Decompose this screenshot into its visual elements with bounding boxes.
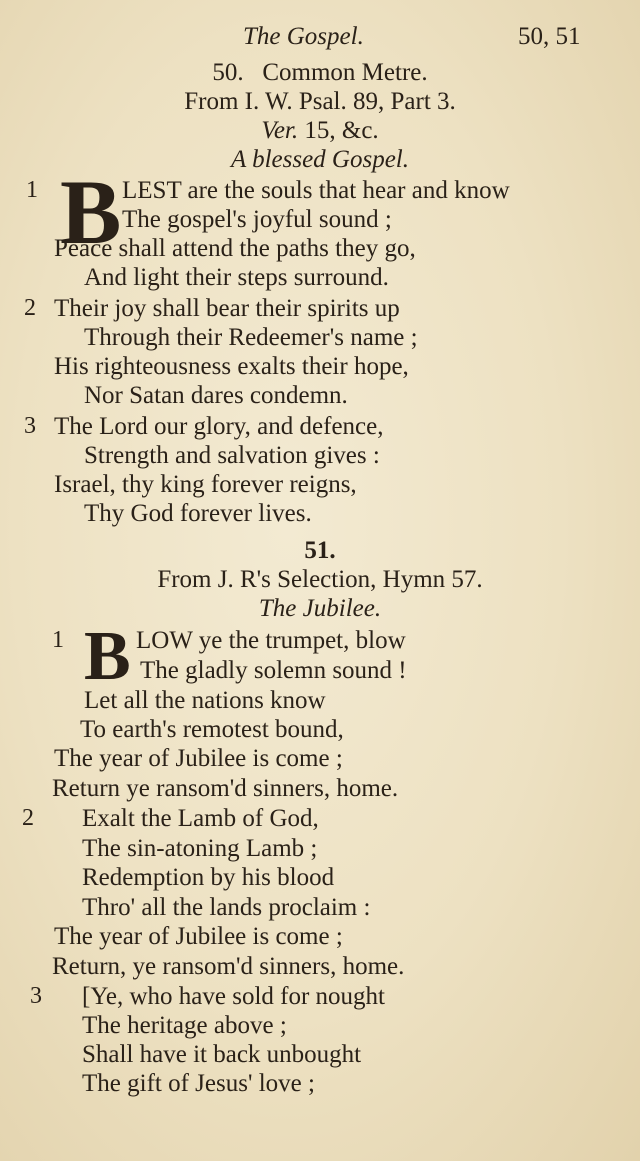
verse-line: [Ye, who have sold for nought bbox=[82, 983, 385, 1010]
hymn-51-number: 51. bbox=[304, 537, 336, 564]
verse-line: The gift of Jesus' love ; bbox=[82, 1070, 315, 1097]
verse-line: The heritage above ; bbox=[82, 1012, 287, 1039]
verse-line: LEST are the souls that hear and know bbox=[122, 177, 510, 204]
stanza-number: 2 bbox=[22, 805, 34, 831]
hymn-50-source: From I. W. Psal. 89, Part 3. bbox=[184, 88, 456, 115]
verse-line: Return, ye ransom'd sinners, home. bbox=[52, 953, 405, 980]
verse-line: Strength and salvation gives : bbox=[84, 442, 380, 469]
verse-line: Their joy shall bear their spirits up bbox=[54, 295, 400, 322]
verse-line: The gospel's joyful sound ; bbox=[122, 206, 392, 233]
verse-line: And light their steps surround. bbox=[84, 264, 389, 291]
stanza-number: 3 bbox=[30, 983, 42, 1009]
running-title: The Gospel. bbox=[243, 23, 364, 50]
verse-line: Return ye ransom'd sinners, home. bbox=[52, 775, 399, 802]
hymn-50-title: A blessed Gospel. bbox=[231, 146, 409, 173]
verse-line: The gladly solemn sound ! bbox=[140, 657, 407, 684]
drop-cap: B bbox=[84, 618, 131, 695]
verse-line: Redemption by his blood bbox=[82, 864, 335, 891]
verse-line: The Lord our glory, and defence, bbox=[54, 413, 384, 440]
verse-line: Peace shall attend the paths they go, bbox=[54, 235, 416, 262]
verse-line: Shall have it back unbought bbox=[82, 1041, 362, 1068]
verse-line: Thy God forever lives. bbox=[84, 500, 312, 527]
stanza-number: 1 bbox=[26, 177, 38, 203]
verse-line: The sin-atoning Lamb ; bbox=[82, 835, 318, 862]
hymn-51-title: The Jubilee. bbox=[258, 595, 382, 622]
stanza-number: 1 bbox=[52, 627, 64, 653]
verse-line: Nor Satan dares condemn. bbox=[84, 382, 348, 409]
verse-line: To earth's remotest bound, bbox=[80, 716, 344, 743]
stanza-number: 3 bbox=[24, 413, 36, 439]
verse-line: His righteousness exalts their hope, bbox=[54, 353, 409, 380]
verse-ref-rest: 15, &c. bbox=[298, 117, 379, 144]
hymn-50-verse-ref bbox=[0, 118, 640, 143]
stanza-number: 2 bbox=[24, 295, 36, 321]
verse-line: Israel, thy king forever reigns, bbox=[54, 471, 357, 498]
verse-line: Let all the nations know bbox=[84, 687, 326, 714]
page-numbers: 50, 51 bbox=[518, 23, 581, 50]
verse-ref-label: Ver. bbox=[261, 117, 299, 144]
verse-line: Thro' all the lands proclaim : bbox=[82, 894, 371, 921]
drop-cap: B bbox=[60, 161, 122, 263]
hymn-51-source: From J. R's Selection, Hymn 57. bbox=[157, 566, 483, 593]
verse-line: The year of Jubilee is come ; bbox=[54, 745, 343, 772]
hymn-50-number-metre: 50. Common Metre. bbox=[212, 59, 428, 86]
verse-line: Through their Redeemer's name ; bbox=[84, 324, 418, 351]
verse-line: Exalt the Lamb of God, bbox=[82, 805, 319, 832]
verse-line: The year of Jubilee is come ; bbox=[54, 923, 343, 950]
verse-line: LOW ye the trumpet, blow bbox=[136, 627, 406, 654]
